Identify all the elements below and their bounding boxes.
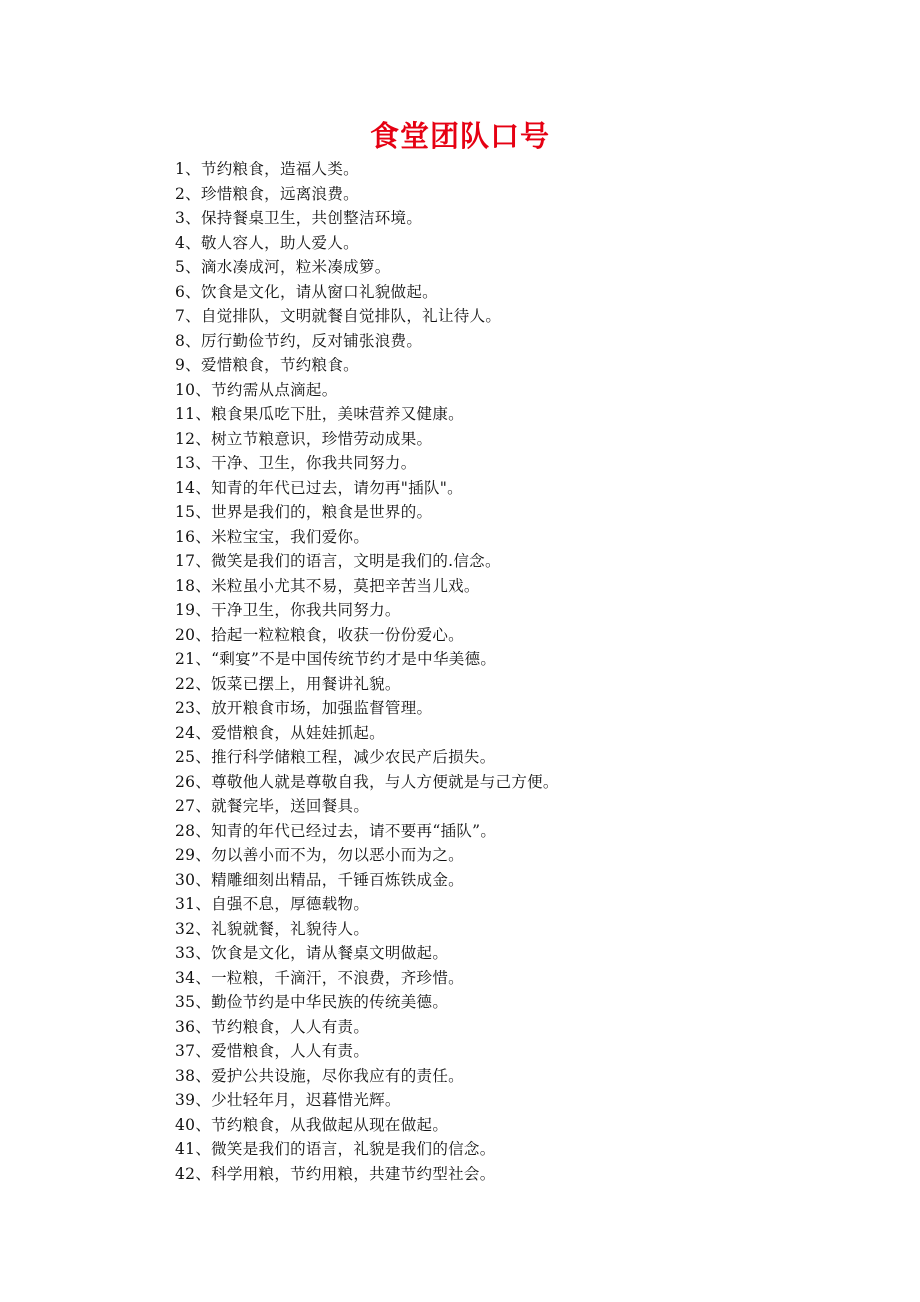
slogan-item: 2、珍惜粮食，远离浪费。: [175, 184, 359, 203]
slogan-item: 41、微笑是我们的语言，礼貌是我们的信念。: [175, 1140, 496, 1158]
slogan-item: 35、勤俭节约是中华民族的传统美德。: [175, 993, 449, 1011]
slogan-item: 31、自强不息，厚德载物。: [175, 895, 370, 913]
slogan-item: 11、粮食果瓜吃下肚，美味营养又健康。: [175, 405, 464, 423]
slogan-item: 17、微笑是我们的语言，文明是我们的.信念。: [175, 552, 501, 570]
slogan-item: 30、精雕细刻出精品，千锤百炼铁成金。: [175, 870, 464, 889]
slogan-item: 22、饭菜已摆上，用餐讲礼貌。: [175, 674, 401, 693]
slogan-item: 6、饮食是文化，请从窗口礼貌做起。: [175, 282, 438, 301]
slogan-item: 21、“剩宴”不是中国传统节约才是中华美德。: [175, 650, 497, 668]
slogan-item: 34、一粒粮，千滴汗，不浪费，齐珍惜。: [175, 968, 464, 987]
slogan-item: 24、爱惜粮食，从娃娃抓起。: [175, 723, 385, 742]
slogan-item: 32、礼貌就餐，礼貌待人。: [175, 919, 370, 938]
slogan-item: 8、厉行勤俭节约，反对铺张浪费。: [175, 331, 423, 350]
slogan-item: 39、少壮轻年月，迟暮惜光辉。: [175, 1091, 401, 1109]
slogan-item: 23、放开粮食市场，加强监督管理。: [175, 699, 433, 717]
slogan-item: 12、树立节粮意识，珍惜劳动成果。: [175, 429, 433, 448]
slogan-item: 38、爱护公共设施，尽你我应有的责任。: [175, 1066, 464, 1085]
slogan-item: 4、敬人容人，助人爱人。: [175, 233, 359, 252]
slogan-item: 1、节约粮食，造福人类。: [175, 160, 359, 178]
slogan-item: 9、爱惜粮食，节约粮食。: [175, 356, 359, 374]
slogan-item: 3、保持餐桌卫生，共创整洁环境。: [175, 209, 423, 227]
slogan-item: 14、知青的年代已过去，请勿再"插队"。: [175, 478, 463, 497]
slogan-item: 36、节约粮食，人人有责。: [175, 1017, 370, 1036]
slogan-item: 27、就餐完毕，送回餐具。: [175, 797, 370, 815]
slogan-item: 33、饮食是文化，请从餐桌文明做起。: [175, 944, 449, 962]
slogan-item: 13、干净、卫生，你我共同努力。: [175, 454, 417, 472]
slogan-item: 42、科学用粮，节约用粮，共建节约型社会。: [175, 1164, 496, 1183]
slogan-list: [175, 157, 875, 1186]
slogan-item: 40、节约粮食，从我做起从现在做起。: [175, 1115, 449, 1134]
slogan-item: 28、知青的年代已经过去，请不要再“插队”。: [175, 821, 497, 840]
slogan-item: 18、米粒虽小尤其不易，莫把辛苦当儿戏。: [175, 576, 480, 595]
slogan-item: 37、爱惜粮食，人人有责。: [175, 1042, 370, 1060]
slogan-item: 5、滴水凑成河，粒米凑成箩。: [175, 258, 391, 276]
slogan-item: 16、米粒宝宝，我们爱你。: [175, 527, 370, 546]
document-title: 食堂团队口号: [369, 119, 550, 153]
slogan-item: 7、自觉排队，文明就餐自觉排队，礼让待人。: [175, 307, 502, 325]
slogan-item: 26、尊敬他人就是尊敬自我，与人方便就是与己方便。: [175, 772, 559, 791]
slogan-item: 15、世界是我们的，粮食是世界的。: [175, 503, 433, 521]
slogan-item: 25、推行科学储粮工程，减少农民产后损失。: [175, 748, 496, 766]
slogan-item: 20、拾起一粒粒粮食，收获一份份爱心。: [175, 625, 464, 644]
slogan-item: 19、干净卫生，你我共同努力。: [175, 601, 401, 619]
slogan-item: 29、勿以善小而不为，勿以恶小而为之。: [175, 846, 464, 864]
slogan-item: 10、节约需从点滴起。: [175, 380, 338, 399]
